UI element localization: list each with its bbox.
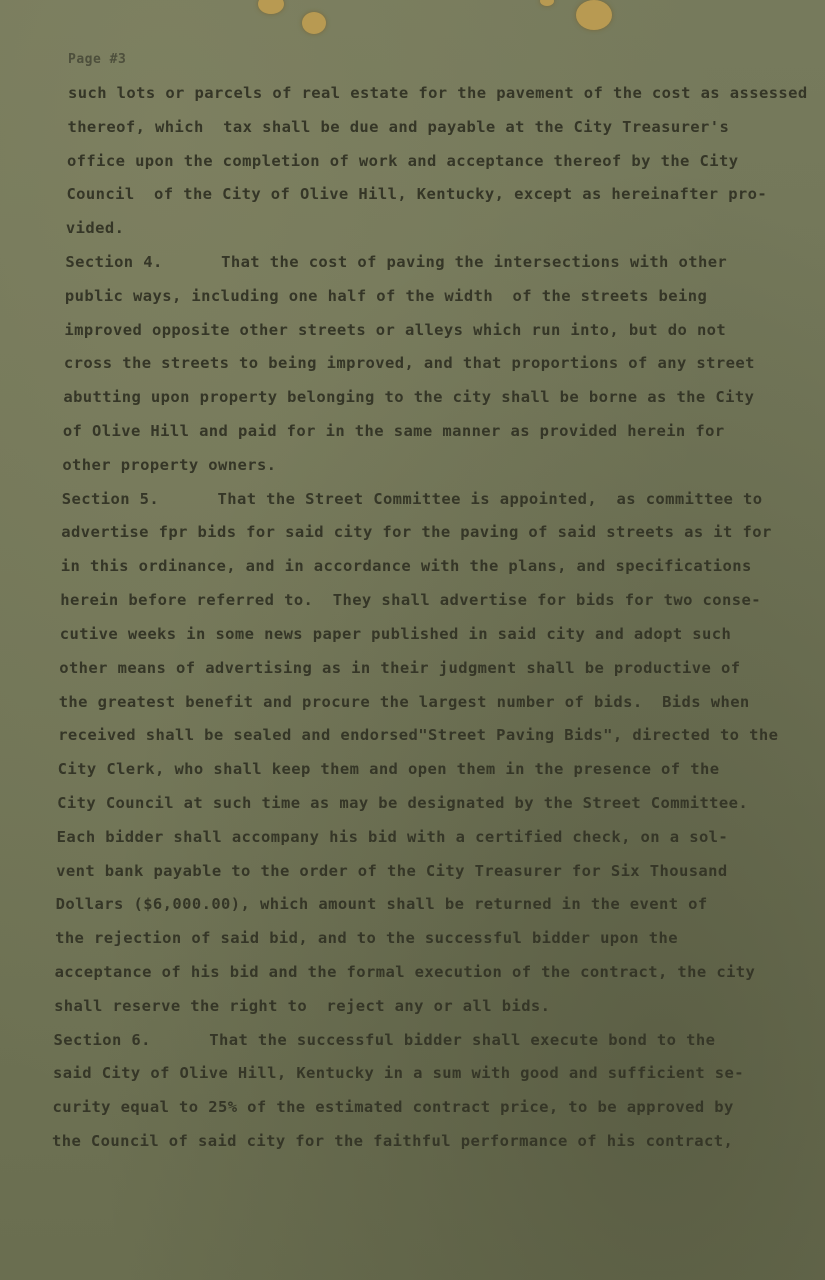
- stain-mark: [576, 0, 612, 30]
- text-line: the greatest benefit and procure the largest number of bids. Bids when: [58, 692, 750, 711]
- text-line: Council of the City of Olive Hill, Kentucky, except as hereinafter pro-: [66, 185, 768, 204]
- text-line: the Council of said city for the faithful performance of his contract,: [52, 1132, 734, 1150]
- text-line: thereof, which tax shall be due and payable at the City Treasurer's: [67, 117, 730, 136]
- text-line: such lots or parcels of real estate for the pavement of the cost as assessed: [68, 84, 808, 102]
- text-line: said City of Olive Hill, Kentucky in a sum with good and sufficient se-: [53, 1064, 744, 1083]
- stain-mark: [258, 0, 284, 14]
- text-line: improved opposite other streets or alleys which run into, but do not: [64, 320, 727, 339]
- text-line: other means of advertising as in their judgment shall be productive of: [59, 658, 741, 677]
- text-line: cross the streets to being improved, and that proportions of any street: [63, 354, 755, 373]
- stain-mark: [540, 0, 554, 6]
- text-line: curity equal to 25% of the estimated contract price, to be approved by: [52, 1098, 734, 1117]
- text-line: in this ordinance, and in accordance with the plans, and specifications: [60, 557, 752, 576]
- page-number: Page #3: [68, 52, 127, 67]
- text-line: the rejection of said bid, and to the successful bidder upon the: [55, 929, 678, 948]
- text-line: cutive weeks in some news paper published in said city and adopt such: [59, 624, 732, 643]
- text-line: City Council at such time as may be designated by the Street Committee.: [57, 793, 749, 812]
- text-line: Dollars ($6,000.00), which amount shall be returned in the event of: [55, 895, 708, 914]
- text-line: vent bank payable to the order of the City Treasurer for Six Thousand: [56, 861, 728, 880]
- section-5-line: Section 5. That the Street Committee is appointed, as committee to: [61, 489, 763, 508]
- section-6-line: Section 6. That the successful bidder shall execute bond to the: [53, 1030, 716, 1049]
- text-line: advertise fpr bids for said city for the paving of said streets as it for: [61, 523, 772, 542]
- text-line: vided.: [65, 219, 125, 238]
- text-line: of Olive Hill and paid for in the same manner as provided herein for: [62, 422, 725, 441]
- text-line: shall reserve the right to reject any or all bids.: [54, 996, 551, 1015]
- text-line: other property owners.: [62, 455, 277, 474]
- text-line: abutting upon property belonging to the city shall be borne as the City: [63, 388, 755, 407]
- text-line: acceptance of his bid and the formal execution of the contract, the city: [54, 962, 756, 981]
- text-line: herein before referred to. They shall advertise for bids for two conse-: [60, 591, 761, 610]
- stain-mark: [302, 12, 326, 34]
- text-line: public ways, including one half of the width of the streets being: [64, 286, 708, 305]
- text-line: Each bidder shall accompany his bid with a certified check, on a sol-: [56, 827, 729, 846]
- text-line: received shall be sealed and endorsed"Street Paving Bids", directed to the: [58, 726, 779, 745]
- section-4-line: Section 4. That the cost of paving the intersections with other: [65, 253, 728, 272]
- text-line: office upon the completion of work and acceptance thereof by the City: [66, 151, 739, 170]
- text-line: City Clerk, who shall keep them and open them in the presence of the: [57, 760, 720, 779]
